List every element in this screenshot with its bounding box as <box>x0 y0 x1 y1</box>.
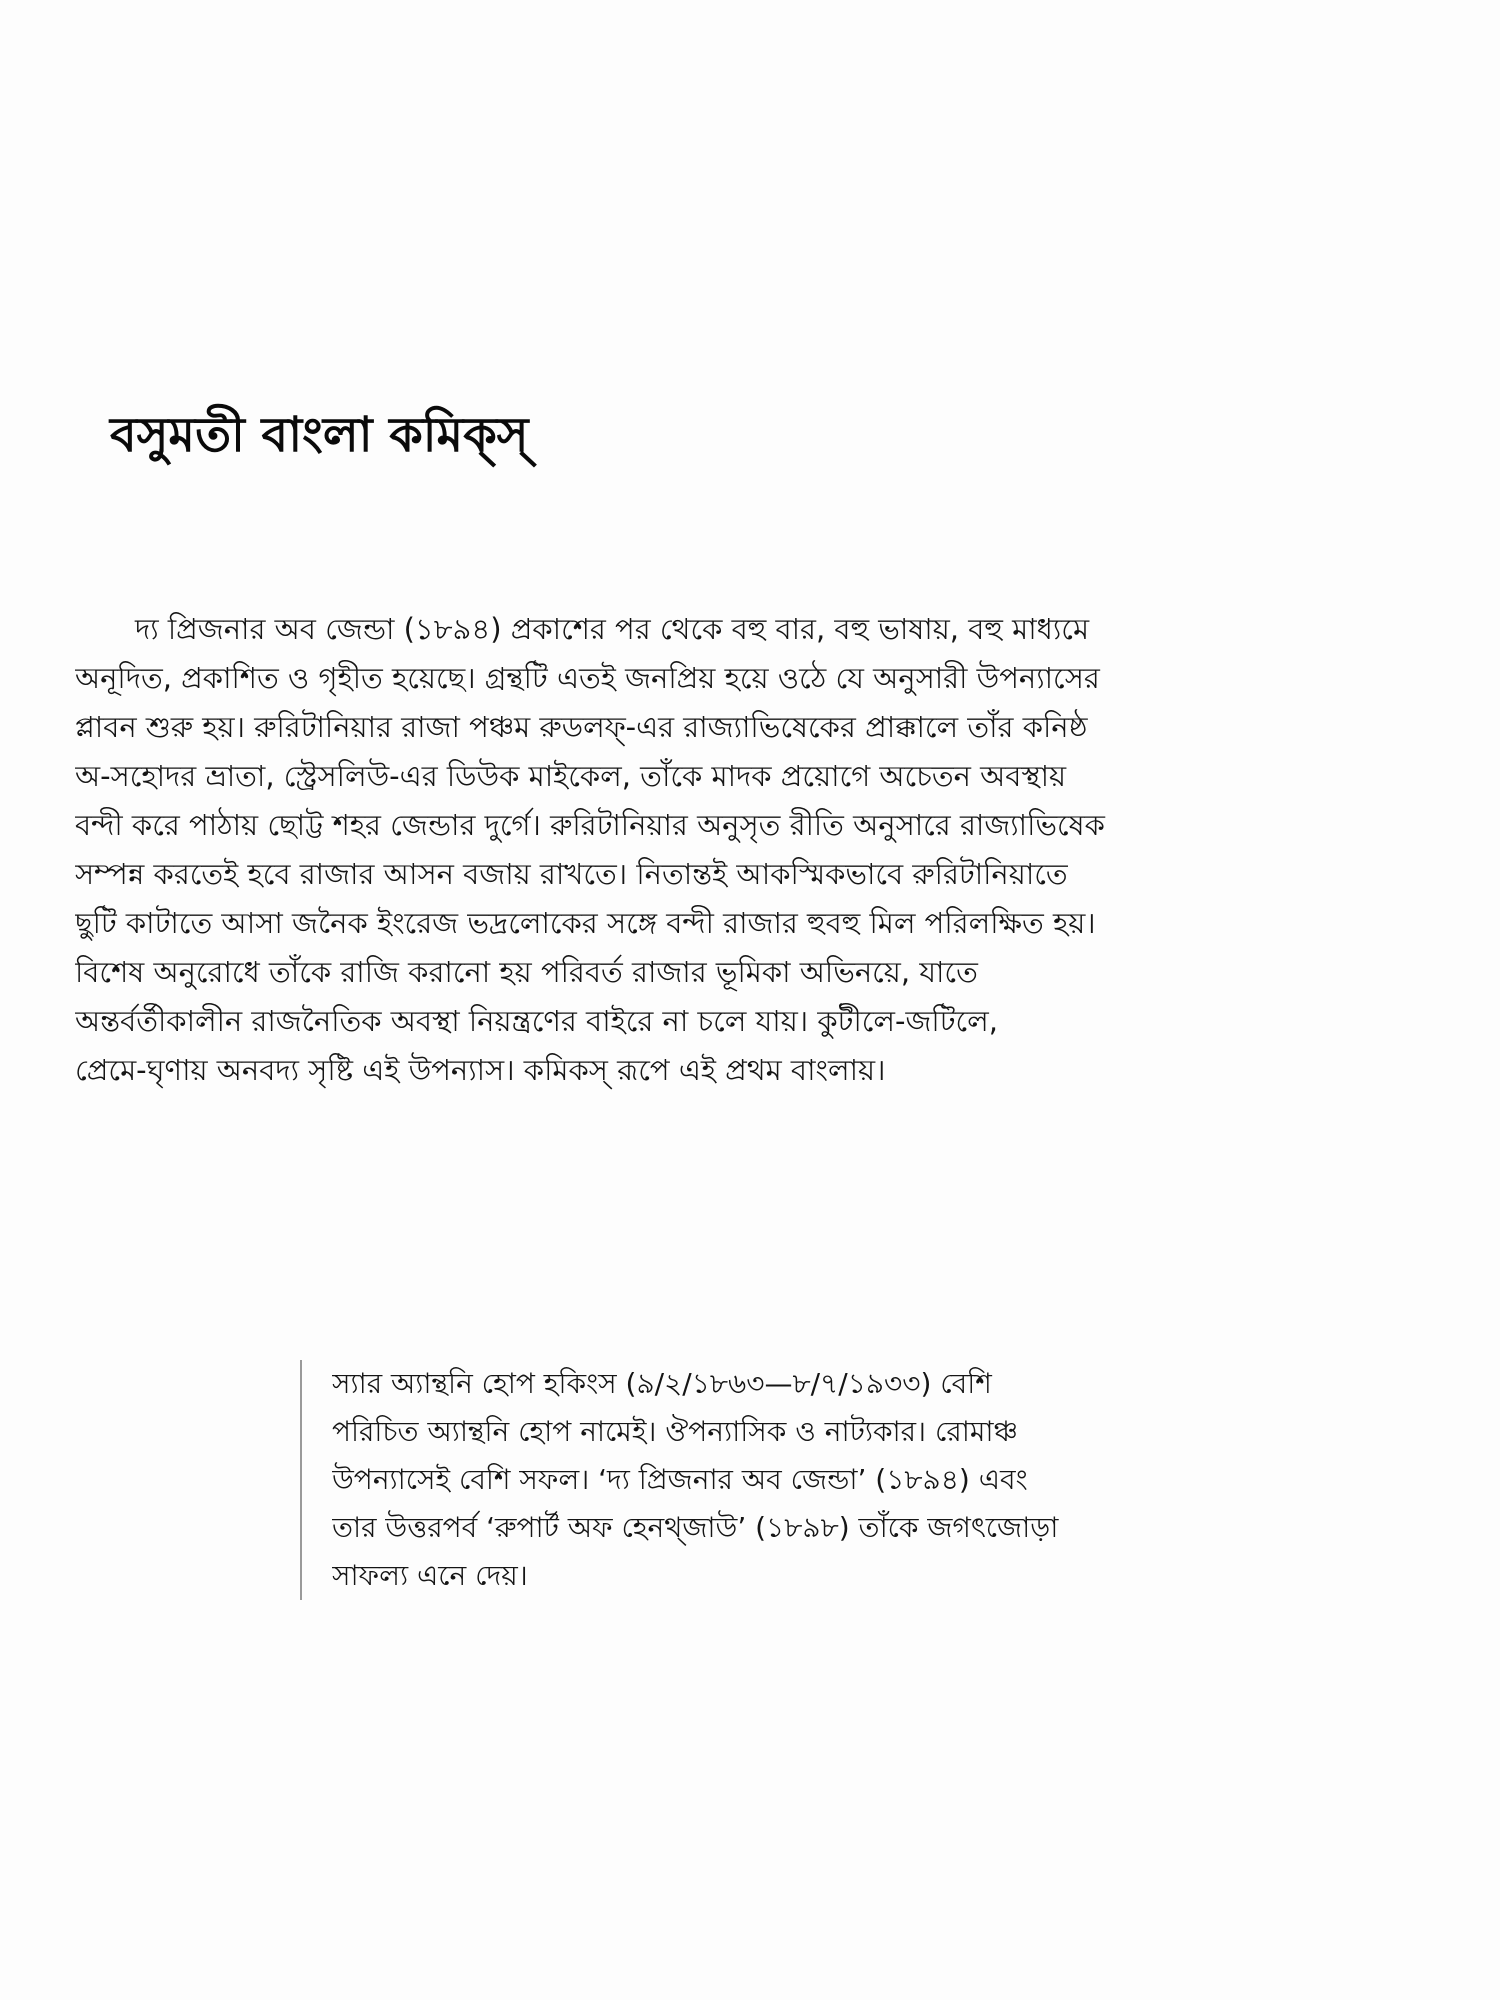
synopsis-line: অ-সহোদর ভ্রাতা, স্ট্রেসলিউ-এর ডিউক মাইকেল, তাঁকে মাদক প্রয়োগে অচেতন অবস্থায় <box>75 759 1067 793</box>
synopsis-line: অনূদিত, প্রকাশিত ও গৃহীত হয়েছে। গ্রন্থটি এতই জনপ্রিয় হয়ে ওঠে যে অনুসারী উপন্যাসের <box>75 661 1100 695</box>
synopsis-line: দ্য প্রিজনার অব জেন্ডা (১৮৯৪) প্রকাশের পর থেকে বহু বার, বহু ভাষায়, বহু মাধ্যমে <box>135 612 1090 646</box>
author-note-line: তার উত্তরপর্ব ‘রুপার্ট অফ হেনথ্জাউ’ (১৮৯৮) তাঁকে জগৎজোড়া <box>332 1511 1059 1544</box>
synopsis-line: অন্তর্বর্তীকালীন রাজনৈতিক অবস্থা নিয়ন্ত্রণের বাইরে না চলে যায়। কুটীলে-জটিলে, <box>75 1004 999 1038</box>
synopsis-line: প্রেমে-ঘৃণায় অনবদ্য সৃষ্টি এই উপন্যাস। কমিকস্ রূপে এই প্রথম বাংলায়। <box>75 1053 886 1087</box>
author-note-line: স্যার অ্যান্থনি হোপ হকিংস (৯/২/১৮৬৩—৮/৭/১৯৩৩) বেশি <box>332 1367 992 1400</box>
synopsis-line: বন্দী করে পাঠায় ছোট্ট শহর জেন্ডার দুর্গে। রুরিটানিয়ার অনুসৃত রীতি অনুসারে রাজ্যাভিষেক <box>75 808 1105 842</box>
author-note-line: পরিচিত অ্যান্থনি হোপ নামেই। ঔপন্যাসিক ও নাট্যকার। রোমাঞ্চ <box>332 1415 1018 1448</box>
synopsis-line: প্লাবন শুরু হয়। রুরিটানিয়ার রাজা পঞ্চম রুডলফ্-এর রাজ্যাভিষেকের প্রাক্কালে তাঁর কনিষ্ঠ <box>75 710 1088 744</box>
synopsis-paragraph <box>75 605 1370 1095</box>
synopsis-line: সম্পন্ন করতেই হবে রাজার আসন বজায় রাখতে। নিতান্তই আকস্মিকভাবে রুরিটানিয়াতে <box>75 857 1068 891</box>
series-heading: বসুমতী বাংলা কমিক্স্ <box>110 407 529 463</box>
author-note-line: সাফল্য এনে দেয়। <box>332 1559 528 1592</box>
author-note-line: উপন্যাসেই বেশি সফল। ‘দ্য প্রিজনার অব জেন্ডা’ (১৮৯৪) এবং <box>332 1463 1028 1496</box>
synopsis-line: ছুটি কাটাতে আসা জনৈক ইংরেজ ভদ্রলোকের সঙ্গে বন্দী রাজার হুবহু মিল পরিলক্ষিত হয়। <box>75 906 1096 940</box>
synopsis-line: বিশেষ অনুরোধে তাঁকে রাজি করানো হয় পরিবর্ত রাজার ভূমিকা অভিনয়ে, যাতে <box>75 955 978 989</box>
author-note <box>300 1360 1320 1600</box>
